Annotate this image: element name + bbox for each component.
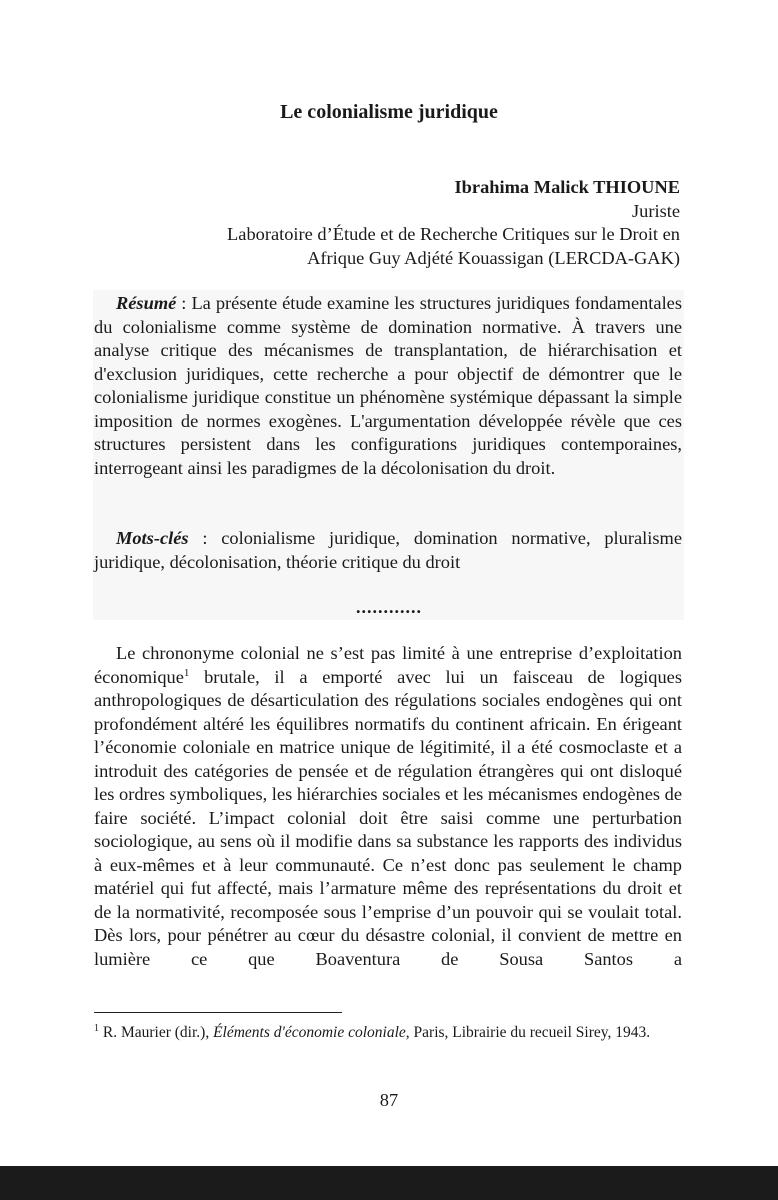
footnote-divider <box>94 1012 342 1013</box>
author-block <box>120 176 680 270</box>
footnote-number: 1 <box>94 1022 99 1034</box>
abstract-separator: : <box>176 293 192 313</box>
viewer-bottom-bar <box>0 1166 778 1200</box>
keywords-text: colonialisme juridique, domination normative, pluralisme juridique, décolonisation, théorie critique du droit <box>94 528 682 572</box>
abstract-label: Résumé <box>116 293 177 313</box>
author-affiliation-line2: Afrique Guy Adjété Kouassigan (LERCDA-GAK) <box>307 247 680 268</box>
keywords-label: Mots-clés <box>116 528 189 548</box>
footnote-reference[interactable]: 1 <box>183 666 190 679</box>
author-name: Ibrahima Malick THIOUNE <box>454 177 680 197</box>
body-text-before-ref: Le chrononyme colonial ne s’est pas limité à une entreprise d’exploitation économique <box>94 643 682 687</box>
paper-title: Le colonialisme juridique <box>280 101 498 123</box>
author-affiliation-line1: Laboratoire d’Étude et de Recherche Critiques sur le Droit en <box>227 224 680 244</box>
page-number: 87 <box>379 1090 399 1110</box>
footnote <box>94 1022 682 1043</box>
keywords-paragraph <box>94 527 682 574</box>
section-separator: ............ <box>356 597 422 617</box>
footnote-author: R. Maurier (dir.), <box>102 1024 214 1041</box>
abstract-text: La présente étude examine les structures juridiques fondamentales du colonialisme comme système de domination normative. À travers une analyse critique des mécanismes de transplantation, de hiérarchisation et d'exclusion juridiques, cette recherche a pour objectif de démontrer que le colonialisme juridique constitue un phénomène systémique dépassant la simple imposition de normes exogènes. L'argumentation développée révèle que ces structures persistent dans les configurations juridiques contemporaines, interrogeant ainsi les paradigmes de la décolonisation du droit. <box>94 293 683 478</box>
body-paragraph <box>94 642 682 971</box>
footnote-details: , Paris, Librairie du recueil Sirey, 1943. <box>405 1024 651 1041</box>
author-role: Juriste <box>631 200 680 221</box>
footnote-book-title: Éléments d'économie coloniale <box>213 1024 406 1041</box>
body-text-after-ref: brutale, il a emporté avec lui un faisceau de logiques anthropologiques de désarticulation des régulations sociales endogènes qui ont profondément altéré les équilibres normatifs du continent africain. En érigeant l’économie coloniale en matrice unique de légitimité, il a été cosmoclaste et a introduit des catégories de pensée et de régulation étrangères qui ont disloqué les ordres symboliques, les hiérarchies sociales et les mécanismes endogènes de faire société. L’impact colonial doit être saisi comme une perturbation sociologique, au sens où il modifie dans sa substance les rapports des individus à eux-mêmes et à leur communauté. Ce n’est donc pas seulement le champ matériel qui fut affecté, mais l’armature même des représentations du droit et de la normativité, recomposée sous l’emprise d’un pouvoir qui se voulait total. Dès lors, pour pénétrer au cœur du désastre colonial, il convient de mettre en lumière ce que Boaventura de Sousa Santos a <box>94 666 682 969</box>
abstract-paragraph <box>94 292 682 480</box>
keywords-separator: : <box>188 528 222 548</box>
